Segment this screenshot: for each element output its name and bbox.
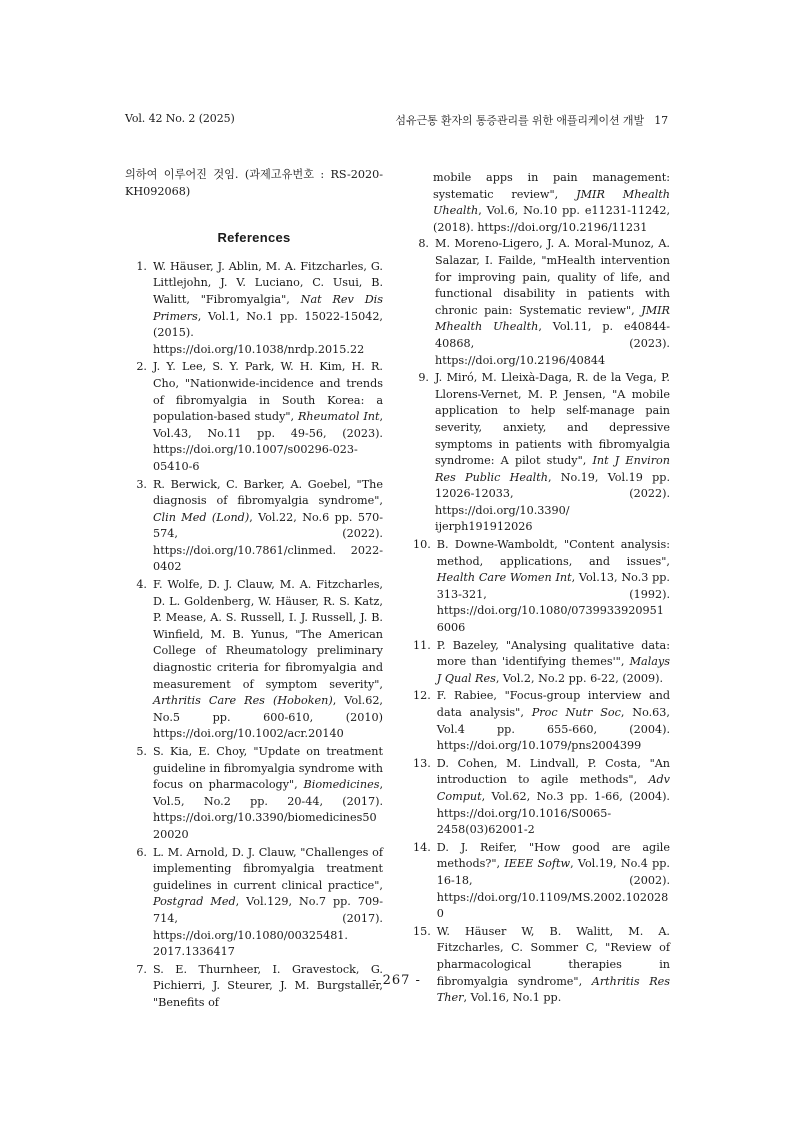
reference-text xyxy=(437,688,670,754)
reference-authors-title: F. Wolfe, D. J. Clauw, M. A. Fitzcharles, D. L. Goldenberg, W. Häuser, R. S. Katz, P. Mease, A. S. Russell, I. J. Russell, J. B. Winfield, M. B. Yunus, "The American College of Rheumatology preliminary diagnostic criteria for fibromyalgia and measurement of symptom severity", xyxy=(153,578,383,691)
reference-number: 5. xyxy=(136,745,147,758)
reference-text xyxy=(153,744,383,844)
running-title: 섬유근통 환자의 통증관리를 위한 애플리케이션 개발 xyxy=(395,114,644,127)
reference-item xyxy=(125,259,383,359)
reference-continuation xyxy=(413,170,670,236)
reference-authors-title: M. Moreno-Ligero, J. A. Moral-Munoz, A. Salazar, I. Failde, "mHealth intervention for improving pain, quality of life, and functional disability in patients with chronic pain: Systematic review", xyxy=(435,237,670,317)
reference-details: , Vol.16, No.1 pp. xyxy=(463,991,562,1005)
reference-number: 4. xyxy=(136,578,147,592)
reference-text xyxy=(437,537,670,637)
reference-item xyxy=(413,924,670,1007)
reference-journal: Biomedicines xyxy=(303,778,380,792)
page-number: - 267 - xyxy=(372,973,421,988)
reference-authors-title: S. E. Thurnheer, I. Gravestock, G. Pichierri, J. Steurer, J. M. Burgstaller, "Benefits of xyxy=(153,962,383,1009)
reference-text xyxy=(437,756,670,839)
reference-authors-title: F. Rabiee, "Focus-group interview and data analysis", xyxy=(436,689,670,719)
reference-number: 10. xyxy=(413,538,431,552)
running-header-title xyxy=(395,112,668,128)
reference-number: 11. xyxy=(413,638,431,652)
reference-details: , Vol.1, No.1 pp. 15022-15042, (2015). https://doi.org/10.1038/nrdp.2015.22 xyxy=(153,309,383,356)
reference-details: , Vol.22, No.6 pp. 570-574, (2022). https://doi.org/10.7861/clinmed. 2022- 0402 xyxy=(153,510,383,574)
reference-list-right xyxy=(413,236,670,1006)
reference-authors-title: P. Bazeley, "Analysing qualitative data: more than 'identifying themes'", xyxy=(436,638,670,669)
reference-journal: Proc Nutr Soc xyxy=(531,706,621,719)
reference-list-left xyxy=(125,259,383,1012)
reference-journal: Clin Med (Lond) xyxy=(153,510,250,524)
reference-journal: Nat Rev Dis Primers xyxy=(153,292,383,323)
reference-text xyxy=(437,840,670,923)
reference-item xyxy=(125,577,383,743)
reference-authors-title: L. M. Arnold, D. J. Clauw, "Challenges of implementing fibromyalgia treatment guidelines in current clinical practice", xyxy=(153,845,383,892)
running-header-volume: Vol. 42 No. 2 (2025) xyxy=(125,112,235,125)
reference-continuation-journal: JMIR Mhealth Uhealth xyxy=(433,187,670,218)
reference-details: , Vol.62, No.3 pp. 1-66, (2004). https://doi.org/10.1016/S0065-2458(03)62001-2 xyxy=(436,789,670,837)
reference-number: 15. xyxy=(413,924,431,938)
reference-number: 3. xyxy=(136,477,147,491)
reference-journal: Arthritis Care Res (Hoboken) xyxy=(153,694,333,708)
reference-item xyxy=(413,756,670,839)
reference-number: 7. xyxy=(136,962,147,976)
reference-journal: IEEE Softw xyxy=(504,857,571,871)
reference-journal: Int J Environ Res Public Health xyxy=(435,454,670,484)
acknowledgement-text: 의하여 이루어진 것임. (과제고유번호 : RS-2020-KH092068) xyxy=(125,168,383,198)
reference-item xyxy=(413,537,670,637)
reference-continuation-tail: , Vol.6, No.10 pp. e11231-11242, (2018). https://doi.org/10.2196/11231 xyxy=(433,204,670,234)
reference-journal: JMIR Mhealth Uhealth xyxy=(435,303,670,334)
reference-text xyxy=(153,359,383,475)
reference-item xyxy=(125,359,383,475)
reference-journal: Malays J Qual Res xyxy=(436,655,670,685)
reference-authors-title: J. Y. Lee, S. Y. Park, W. H. Kim, H. R. Cho, "Nationwide-incidence and trends of fibromyalgia in South Korea: a population-based study", xyxy=(153,360,383,424)
reference-authors-title: J. Miró, M. Lleixà-Daga, R. de la Vega, P. Llorens-Vernet, M. P. Jensen, "A mobile application to help self-manage pain severity, anxiety, and depressive symptoms in patients with fibromyalgia syndrome: A pilot study", xyxy=(435,371,670,468)
reference-item xyxy=(125,744,383,844)
reference-number: 9. xyxy=(418,371,429,385)
reference-number: 6. xyxy=(136,845,147,859)
reference-text xyxy=(435,370,670,536)
reference-item xyxy=(413,688,670,754)
reference-text xyxy=(153,577,383,743)
reference-details: , Vol.11, p. e40844-40868, (2023). https://doi.org/10.2196/40844 xyxy=(435,320,670,367)
reference-number: 14. xyxy=(413,840,431,854)
reference-number: 8. xyxy=(418,237,429,251)
reference-journal: Health Care Women Int xyxy=(436,571,572,585)
reference-text xyxy=(437,924,670,1007)
reference-number: 13. xyxy=(413,756,431,770)
references-heading: References xyxy=(217,230,291,246)
reference-details: , Vol.62, No.5 pp. 600-610, (2010) https://doi.org/10.1002/acr.20140 xyxy=(153,694,383,741)
reference-item xyxy=(413,370,670,536)
reference-text xyxy=(437,638,670,688)
reference-details: , Vol.129, No.7 pp. 709-714, (2017). https://doi.org/10.1080/00325481. 2017.1336417 xyxy=(153,895,383,959)
left-column xyxy=(125,167,383,1013)
reference-authors-title: W. Häuser, J. Ablin, M. A. Fitzcharles, G. Littlejohn, J. V. Luciano, C. Usui, B. Walitt, "Fibromyalgia", xyxy=(153,259,383,306)
right-column xyxy=(413,170,670,1008)
reference-text xyxy=(153,477,383,577)
journal-page-label: 17 xyxy=(654,114,668,127)
reference-item xyxy=(413,638,670,688)
reference-authors-title: D. J. Reifer, "How good are agile methods?", xyxy=(436,840,670,871)
reference-details: , No.63, Vol.4 pp. 655-660, (2004). https://doi.org/10.1079/pns2004399 xyxy=(436,706,670,753)
reference-number: 2. xyxy=(136,360,147,374)
reference-authors-title: D. Cohen, M. Lindvall, P. Costa, "An introduction to agile methods", xyxy=(436,756,670,787)
reference-authors-title: R. Berwick, C. Barker, A. Goebel, "The diagnosis of fibromyalgia syndrome", xyxy=(153,477,383,508)
reference-details: , No.19, Vol.19 pp. 12026-12033, (2022). https://doi.org/10.3390/ ijerph191912026 xyxy=(435,470,670,534)
reference-journal: Adv Comput xyxy=(436,773,670,803)
reference-authors-title: S. Kia, E. Choy, "Update on treatment guideline in fibromyalgia syndrome with focus on pharmacology", xyxy=(153,745,383,792)
reference-details: , Vol.19, No.4 pp. 16-18, (2002). https://doi.org/10.1109/MS.2002.1020280 xyxy=(436,857,670,921)
reference-details: , Vol.13, No.3 pp. 313-321, (1992). https://doi.org/10.1080/07399339209516006 xyxy=(436,571,670,635)
reference-text xyxy=(435,236,670,369)
reference-number: 1. xyxy=(136,259,147,273)
reference-journal: Arthritis Res Ther xyxy=(436,974,670,1005)
reference-number: 12. xyxy=(413,689,431,703)
reference-continuation-text: mobile apps in pain management: systematic review", xyxy=(433,171,670,201)
reference-authors-title: B. Downe-Wamboldt, "Content analysis: method, applications, and issues", xyxy=(436,538,670,568)
reference-authors-title: W. Häuser W, B. Walitt, M. A. Fitzcharles, C. Sommer C, "Review of pharmacological therapies in fibromyalgia syndrome", xyxy=(436,924,670,988)
reference-item xyxy=(413,236,670,369)
reference-item xyxy=(125,477,383,577)
reference-item xyxy=(125,845,383,961)
reference-text xyxy=(153,259,383,359)
reference-details: , Vol.2, No.2 pp. 6-22, (2009). xyxy=(495,671,664,685)
reference-details: , Vol.5, No.2 pp. 20-44, (2017). https://doi.org/10.3390/biomedicines5020020 xyxy=(153,778,383,841)
reference-text xyxy=(153,845,383,961)
reference-details: , Vol.43, No.11 pp. 49-56, (2023). https://doi.org/10.1007/s00296-023-05410-6 xyxy=(153,410,384,473)
reference-journal: Postgrad Med xyxy=(153,895,236,909)
reference-item xyxy=(413,840,670,923)
reference-journal: Rheumatol Int xyxy=(297,410,380,424)
